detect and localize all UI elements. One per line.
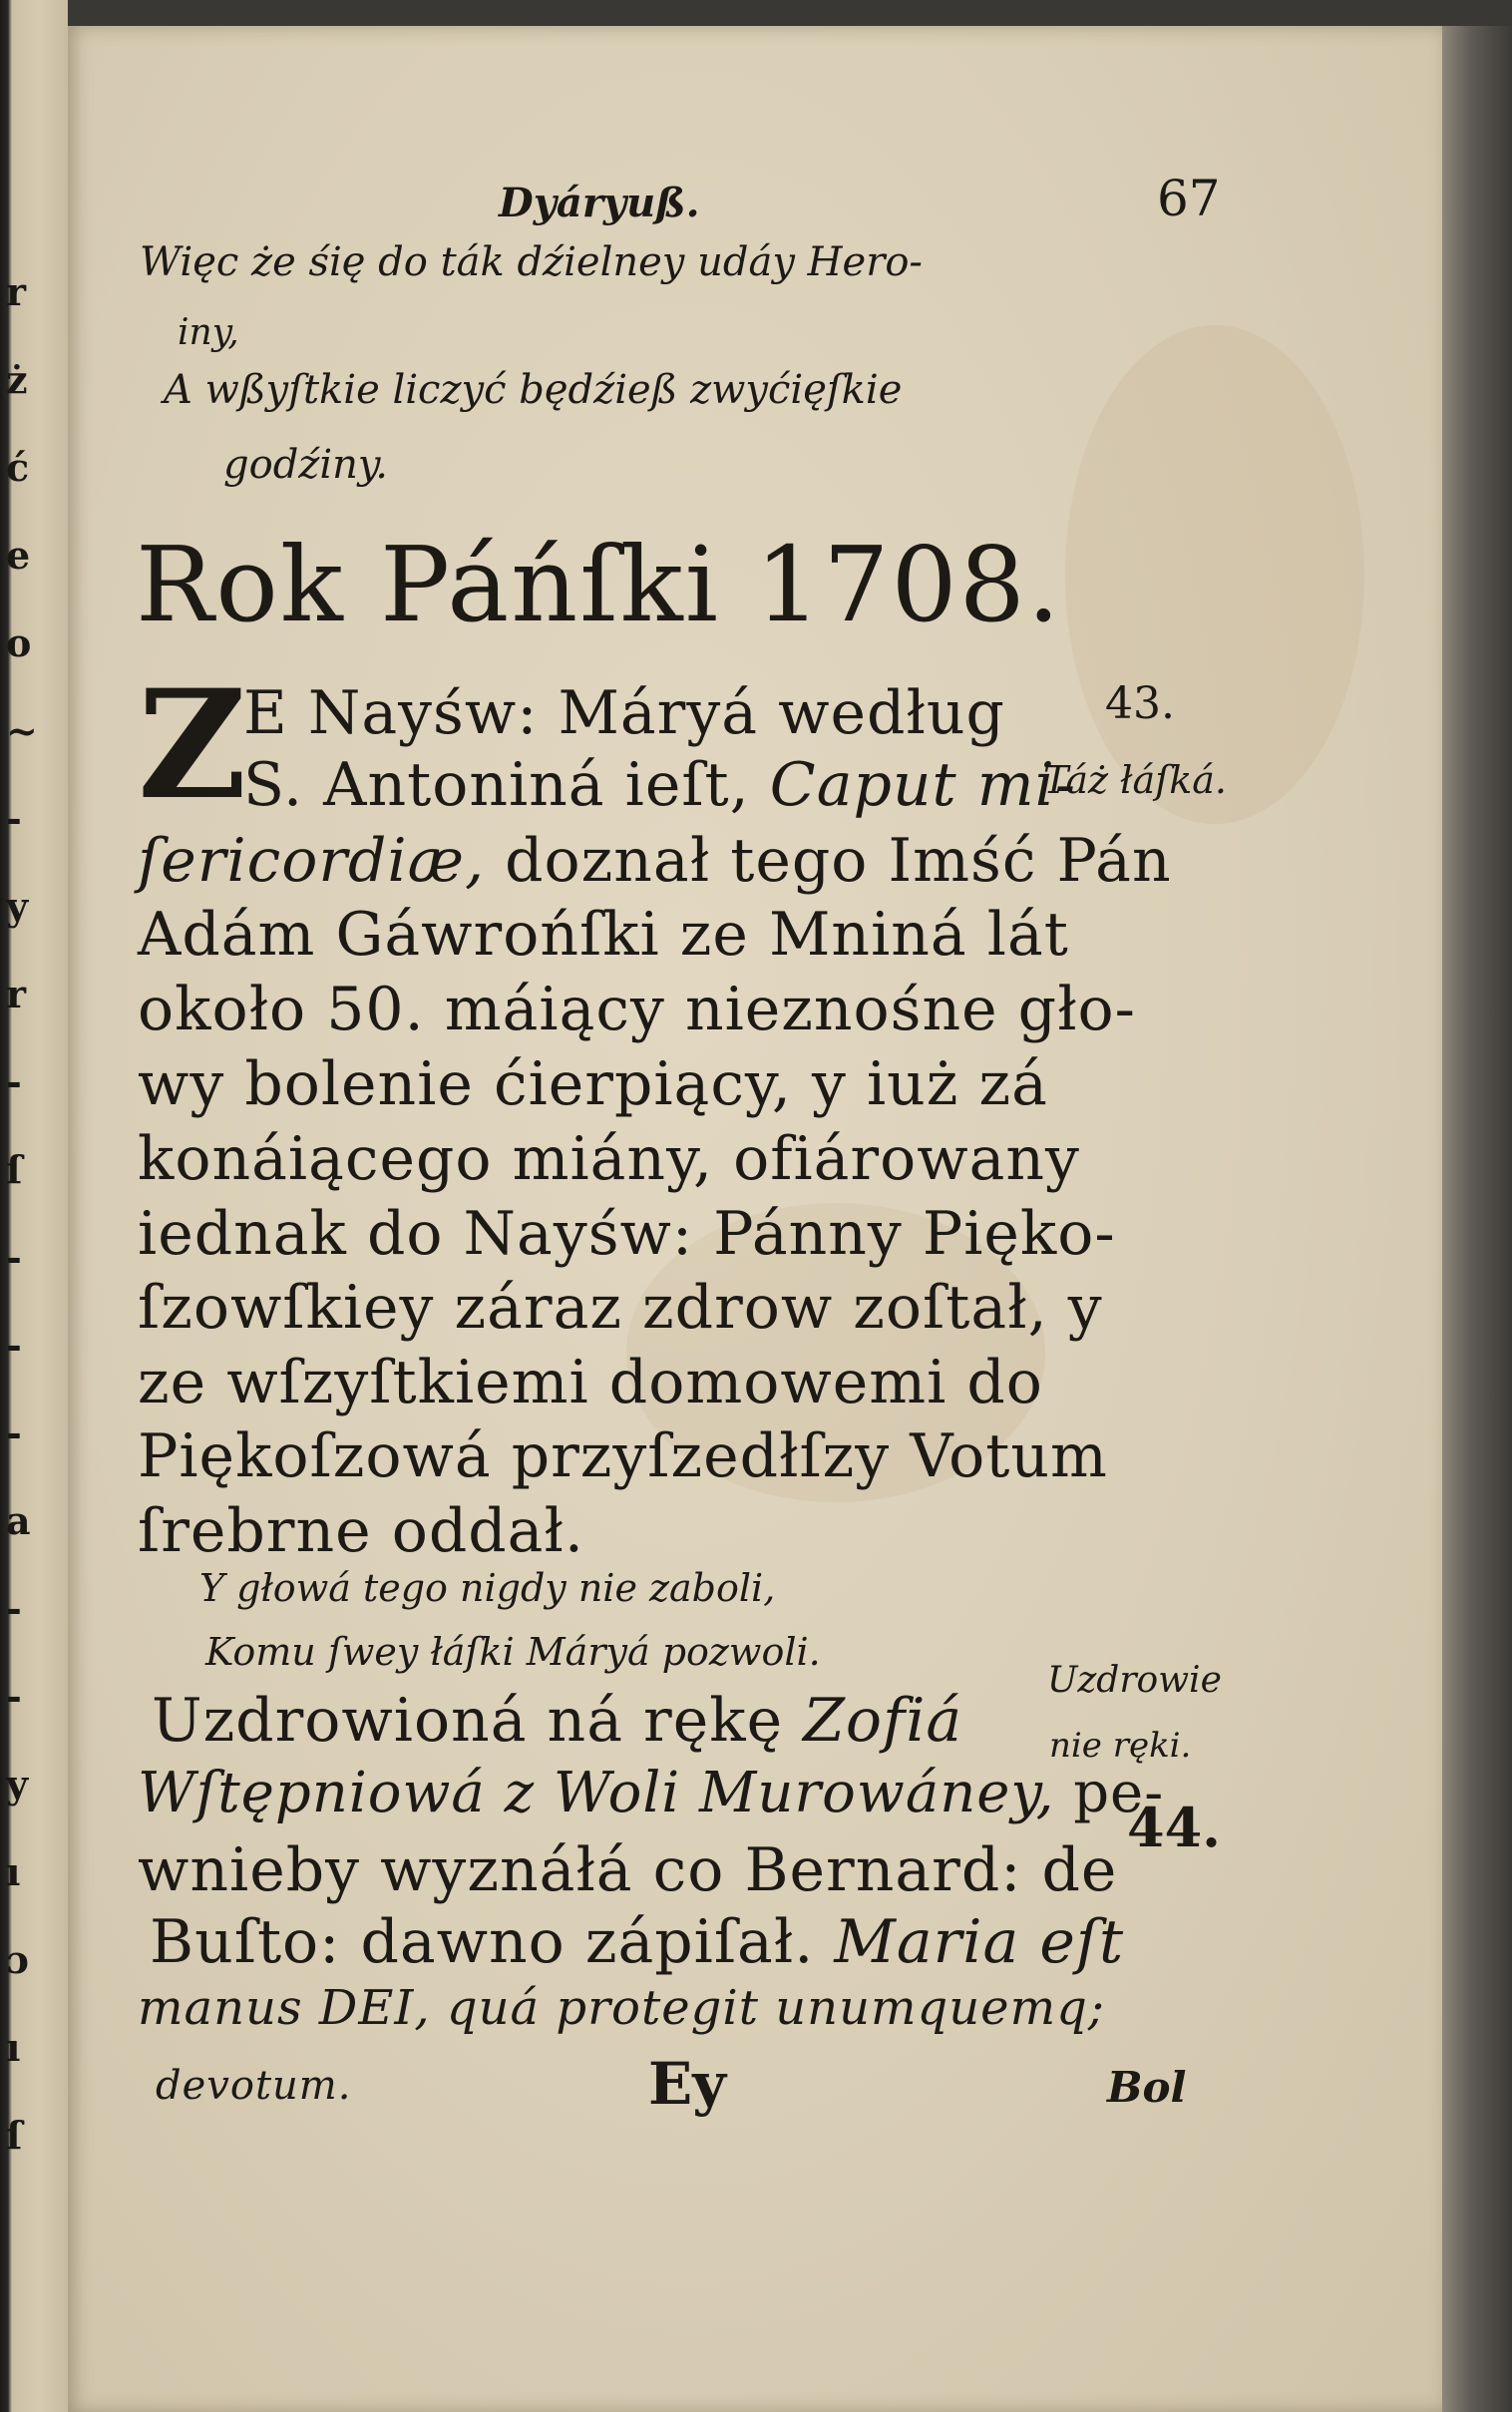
margin-note-number: 44. <box>1127 1796 1221 1859</box>
body-line: konáiącego miány, ofiárowany <box>138 1124 1080 1194</box>
year-heading: Rok Páńſki 1708. <box>136 524 1062 645</box>
body-line: Wſtępniowá z Woli Murowáney, pe- <box>138 1761 1165 1825</box>
previous-page-fragment: - <box>6 1235 22 1280</box>
previous-page-fragment: - <box>6 796 22 841</box>
previous-page-fragment: o <box>6 620 32 665</box>
previous-page-fragment: y <box>6 1762 29 1807</box>
body-line: Adám Gáwrońſki ze Mniná lát <box>138 900 1069 970</box>
page-number: 67 <box>1157 170 1221 227</box>
margin-note: Táż łáſká. <box>1043 758 1227 802</box>
body-line: wnieby wyznáłá co Bernard: de <box>138 1835 1118 1905</box>
body-line: manus DEI, quá protegit unumquemq; <box>138 1980 1105 2036</box>
body-line: około 50. máiący nieznośne gło- <box>138 975 1136 1044</box>
paper-stain <box>1065 325 1364 824</box>
previous-page-fragment: r <box>6 972 27 1016</box>
previous-page-fragment: ~ <box>6 708 38 753</box>
previous-page-fragment: ż <box>6 357 28 402</box>
body-line: Piękoſzowá przyſzedłſzy Votum <box>138 1421 1108 1491</box>
previous-page-fragment: - <box>6 1323 22 1368</box>
body-line: ze wſzyſtkiemi domowemi do <box>138 1348 1043 1417</box>
previous-page-fragment: ɔ <box>6 1937 30 1982</box>
drop-cap: Z <box>138 657 247 833</box>
catchword: Ey <box>648 2050 726 2118</box>
verse2-line: Y głowá tego nigdy nie zaboli, <box>199 1566 776 1610</box>
previous-page-fragment: y <box>6 884 29 929</box>
margin-note-number: 43. <box>1105 678 1175 729</box>
margin-note: nie ręki. <box>1049 1726 1192 1766</box>
previous-page-fragment: - <box>6 1059 22 1104</box>
previous-page-fragment: r <box>6 269 27 314</box>
verse2-line: Komu ſwey łáſki Máryá pozwoli. <box>205 1630 821 1674</box>
verse1-line: godźiny. <box>223 442 388 488</box>
running-head: Dyáryuß. <box>499 180 700 226</box>
body-line: ſericordiæ, doznał tego Imść Pán <box>138 826 1172 896</box>
body-line: Uzdrowioná ná rękę Zofiá <box>152 1686 963 1756</box>
previous-page-fragment: - <box>6 1410 22 1455</box>
previous-page-fragment: ſ <box>6 2113 23 2158</box>
previous-page-fragment: ſ <box>6 1147 23 1192</box>
verse1-line: A wßyſtkie liczyć będźieß zwyćięſkie <box>164 367 903 413</box>
body-line: devotum. <box>156 2063 352 2109</box>
body-line: ſzowſkiey záraz zdrow zoſtał, y <box>138 1273 1103 1343</box>
body-line: wy bolenie ćierpiący, y iuż zá <box>138 1049 1048 1119</box>
catchword-right: Bol <box>1107 2063 1187 2112</box>
previous-page-fragment: a <box>6 1498 31 1543</box>
margin-note: Uzdrowie <box>1047 1660 1222 1701</box>
verse1-line: Więc że śię do ták dźielney udáy Hero- <box>140 239 923 285</box>
body-line: iednak do Nayśw: Pánny Pięko- <box>138 1199 1116 1269</box>
previous-page-fragment: e <box>6 533 31 578</box>
previous-page-fragment: - <box>6 1586 22 1631</box>
previous-page-fragment: ı <box>6 1849 21 1894</box>
previous-page-fragment: - <box>6 1674 22 1719</box>
previous-page-fragment: ı <box>6 2025 21 2070</box>
page-edge-shadow <box>1442 26 1512 2412</box>
verse1-line: iny, <box>178 312 239 353</box>
body-line: E Nayśw: Máryá według <box>243 678 1005 748</box>
body-line: Buſto: dawno zápiſał. Maria eſt <box>150 1907 1125 1977</box>
body-line: ſrebrne oddał. <box>138 1496 584 1566</box>
body-line: S. Antoniná ieſt, Caput mi- <box>243 750 1077 820</box>
previous-page-fragment: ć <box>6 445 30 490</box>
